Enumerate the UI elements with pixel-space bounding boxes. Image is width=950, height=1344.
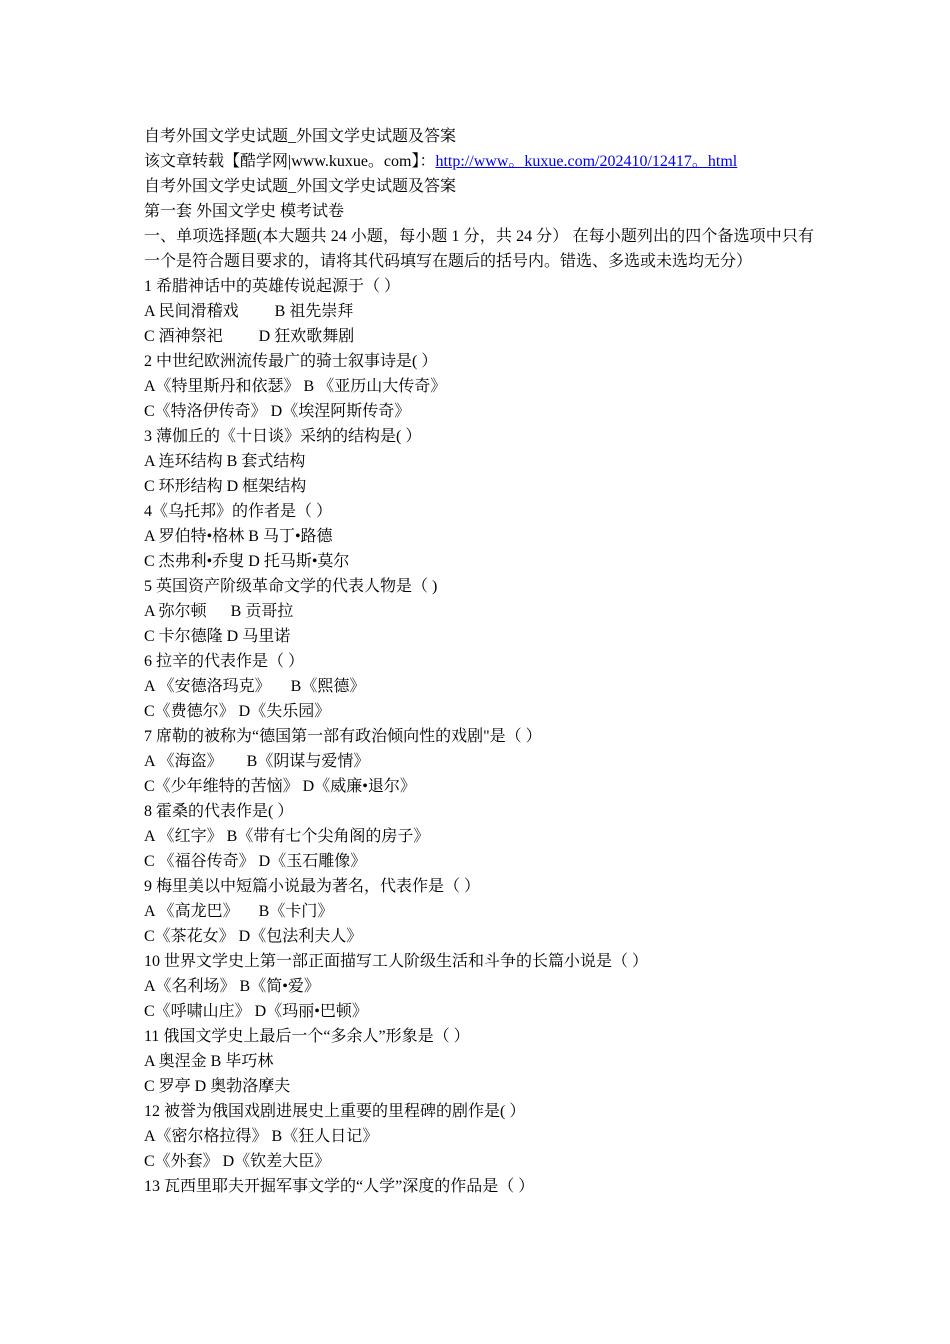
question-line: 1 希腊神话中的英雄传说起源于（ ） bbox=[144, 278, 401, 295]
question-line: 6 拉辛的代表作是（ ） bbox=[144, 653, 305, 670]
question-line: 4《乌托邦》的作者是（ ） bbox=[144, 503, 333, 520]
option-line: A 《高龙巴》 B《卡门》 bbox=[144, 903, 334, 920]
source-prefix: 该文章转载【酷学网|www.kuxue。com】： bbox=[144, 153, 436, 170]
option-line: A 民间滑稽戏 B 祖先崇拜 bbox=[144, 303, 354, 320]
section-intro: 一、单项选择题(本大题共 24 小题，每小题 1 分，共 24 分） 在每小题列出的四个备选项中只有一个是符合题目要求的，请将其代码填写在题后的括号内。错选、多选或未选均无分） bbox=[144, 228, 814, 270]
option-line: A《名利场》 B《简•爱》 bbox=[144, 978, 320, 995]
option-line: C 杰弗利•乔叟 D 托马斯•莫尔 bbox=[144, 553, 350, 570]
source-line bbox=[144, 149, 814, 174]
doc-title: 自考外国文学史试题_外国文学史试题及答案 bbox=[144, 128, 457, 145]
question-line: 11 俄国文学史上最后一个“多余人”形象是（ ） bbox=[144, 1028, 470, 1045]
option-line: A 《红字》 B《带有七个尖角阁的房子》 bbox=[144, 828, 430, 845]
question-line: 7 席勒的被称为“德国第一部有政治倾向性的戏剧"是（ ） bbox=[144, 728, 542, 745]
option-line: C 罗亭 D 奥勃洛摩夫 bbox=[144, 1078, 291, 1095]
option-line: C《外套》 D《钦差大臣》 bbox=[144, 1153, 331, 1170]
source-link[interactable]: http://www。kuxue.com/202410/12417。html bbox=[435, 153, 738, 170]
option-line: A 《安德洛玛克》 B《熙德》 bbox=[144, 678, 366, 695]
question-line: 13 瓦西里耶夫开掘军事文学的“人学”深度的作品是（ ） bbox=[144, 1178, 535, 1195]
option-line: C《特洛伊传奇》 D《埃涅阿斯传奇》 bbox=[144, 403, 411, 420]
question-line: 10 世界文学史上第一部正面描写工人阶级生活和斗争的长篇小说是（ ） bbox=[144, 953, 649, 970]
option-line: C《茶花女》 D《包法利夫人》 bbox=[144, 928, 363, 945]
question-line: 5 英国资产阶级革命文学的代表人物是（ ) bbox=[144, 578, 438, 595]
question-line: 2 中世纪欧洲流传最广的骑士叙事诗是( ） bbox=[144, 353, 438, 370]
option-line: A《特里斯丹和依瑟》 B 《亚历山大传奇》 bbox=[144, 378, 447, 395]
doc-title-repeat: 自考外国文学史试题_外国文学史试题及答案 bbox=[144, 178, 457, 195]
option-line: A 《海盗》 B《阴谋与爱情》 bbox=[144, 753, 370, 770]
question-line: 8 霍桑的代表作是( ） bbox=[144, 803, 294, 820]
option-line: A《密尔格拉得》 B《狂人日记》 bbox=[144, 1128, 379, 1145]
option-line: C 环形结构 D 框架结构 bbox=[144, 478, 307, 495]
question-line: 3 薄伽丘的《十日谈》采纳的结构是( ） bbox=[144, 428, 422, 445]
question-line: 9 梅里美以中短篇小说最为著名，代表作是（ ） bbox=[144, 878, 481, 895]
option-line: C《费德尔》 D《失乐园》 bbox=[144, 703, 331, 720]
option-line: C《呼啸山庄》 D《玛丽•巴顿》 bbox=[144, 1003, 368, 1020]
option-line: A 连环结构 B 套式结构 bbox=[144, 453, 306, 470]
question-list bbox=[144, 274, 814, 1199]
option-line: A 奥涅金 B 毕巧林 bbox=[144, 1053, 274, 1070]
option-line: A 弥尔顿 B 贡哥拉 bbox=[144, 603, 294, 620]
set-title: 第一套 外国文学史 模考试卷 bbox=[144, 203, 345, 220]
option-line: C 卡尔德隆 D 马里诺 bbox=[144, 628, 291, 645]
question-line: 12 被誉为俄国戏剧进展史上重要的里程碑的剧作是( ） bbox=[144, 1103, 526, 1120]
option-line: C 《福谷传奇》 D《玉石雕像》 bbox=[144, 853, 367, 870]
option-line: C《少年维特的苦恼》 D《威廉•退尔》 bbox=[144, 778, 416, 795]
document-page bbox=[144, 124, 814, 1199]
option-line: A 罗伯特•格林 B 马丁•路德 bbox=[144, 528, 333, 545]
option-line: C 酒神祭祀 D 狂欢歌舞剧 bbox=[144, 328, 355, 345]
